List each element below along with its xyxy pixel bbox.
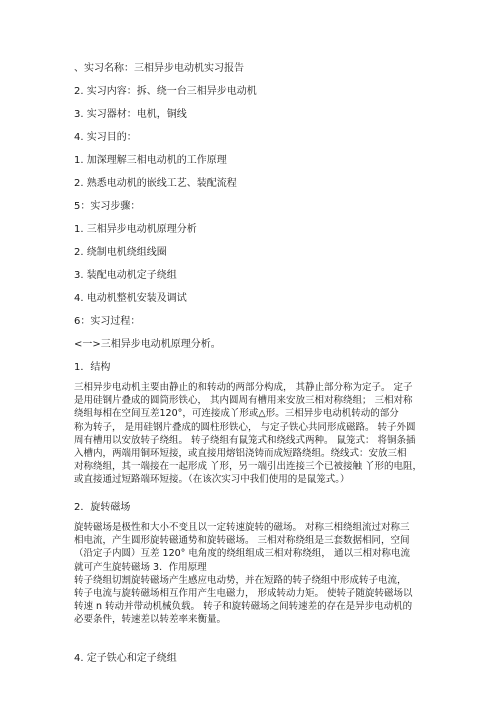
paragraph-structure — [74, 381, 434, 487]
paragraph-line: 相电流，产生圆形旋转磁通势和旋转磁场。 三相对称绕组是三套数据相同，空间 — [74, 535, 410, 547]
paragraph-rotating-field — [74, 521, 434, 627]
paragraph-line: 或直接通过短路端环短接。（在该次实习中我们使用的是鼠笼式。） — [74, 474, 350, 486]
line-process-heading: 6：实习过程： — [74, 316, 141, 327]
paragraph-line: 转子绕组切割旋转磁场产生感应电动势，并在短路的转子绕组中形成转子电流， — [74, 574, 407, 586]
line-practice-purpose-heading: 4. 实习目的： — [74, 132, 137, 143]
line-step-1: 1. 三相异步电动机原理分析 — [74, 224, 197, 235]
paragraph-line: 必要条件，转速差以转差率来衡量。 — [74, 614, 227, 626]
line-stator-heading: 4. 定子铁心和定子绕组 — [74, 653, 177, 664]
paragraph-line: 旋转磁场是极性和大小不变且以一定转速旋转的磁场。 对称三相绕组流过对称三 — [74, 522, 410, 533]
paragraph-line: 转子电流与旋转磁场相互作用产生电磁力， 形成转动力矩。 使转子随旋转磁场以 — [74, 588, 413, 600]
line-step-3: 3. 装配电动机定子绕组 — [74, 270, 177, 281]
line-step-4: 4. 电动机整机安装及调试 — [74, 293, 187, 304]
paragraph-line: 转速 n 转动并带动机械负载。 转子和旋转磁场之间转速差的存在是异步电动机的 — [74, 601, 413, 613]
line-practice-content: 2. 实习内容：拆、绕一台三相异步电动机 — [74, 86, 257, 97]
line-section-one-heading: <一>三相异步电动机原理分析。 — [74, 339, 221, 350]
line-steps-heading: 5：实习步骤： — [74, 201, 141, 212]
paragraph-line: 对称绕组，其一端接在一起形成 丫形，另一端引出连接三个已被接触 丫形的电阻， — [74, 461, 423, 473]
paragraph-line: 称为转子， 是用硅钢片叠成的圆柱形铁心， 与定子铁心共同形成磁路。 转子外圆 — [74, 421, 416, 433]
paragraph-line: 周有槽用以安放转子绕组。 转子绕组有鼠笼式和绕线式两种。 鼠笼式： 将铜条插 — [74, 434, 416, 446]
paragraph-line: （沿定子内圆）互差 120° 电角度的绕组组成三相对称绕组， 通以三相对称电流 — [74, 548, 410, 560]
paragraph-line: 就可产生旋转磁场 3．作用原理 — [74, 561, 207, 573]
line-step-2: 2. 绕制电机绕组线圈 — [74, 247, 167, 258]
line-purpose-1: 1. 加深理解三相电动机的工作原理 — [74, 155, 227, 166]
line-purpose-2: 2. 熟悉电动机的嵌线工艺、装配流程 — [74, 178, 237, 189]
line-practice-equipment: 3. 实习器材：电机，铜线 — [74, 109, 187, 120]
line-rotating-field-heading: 2．旋转磁场 — [74, 502, 131, 513]
line-practice-name: 、实习名称：三相异步电动机实习报告 — [74, 63, 244, 74]
paragraph-line: 绕组每相在空间互差120°，可连接成丫形或△形。三相异步电动机转动的部分 — [74, 408, 399, 420]
line-structure-heading: 1．结构 — [74, 362, 111, 373]
paragraph-line: 三相异步电动机主要由静止的和转动的两部分构成， 其静止部分称为定子。 定子 — [74, 382, 413, 393]
paragraph-line: 入槽内，两端用铜环短接，或直接用熔铝浇铸而成短路绕组。绕线式：安放三相 — [74, 448, 407, 460]
paragraph-line: 是用硅钢片叠成的圆筒形铁心， 其内圆周有槽用来安放三相对称绕组； 三相对称 — [74, 395, 413, 407]
